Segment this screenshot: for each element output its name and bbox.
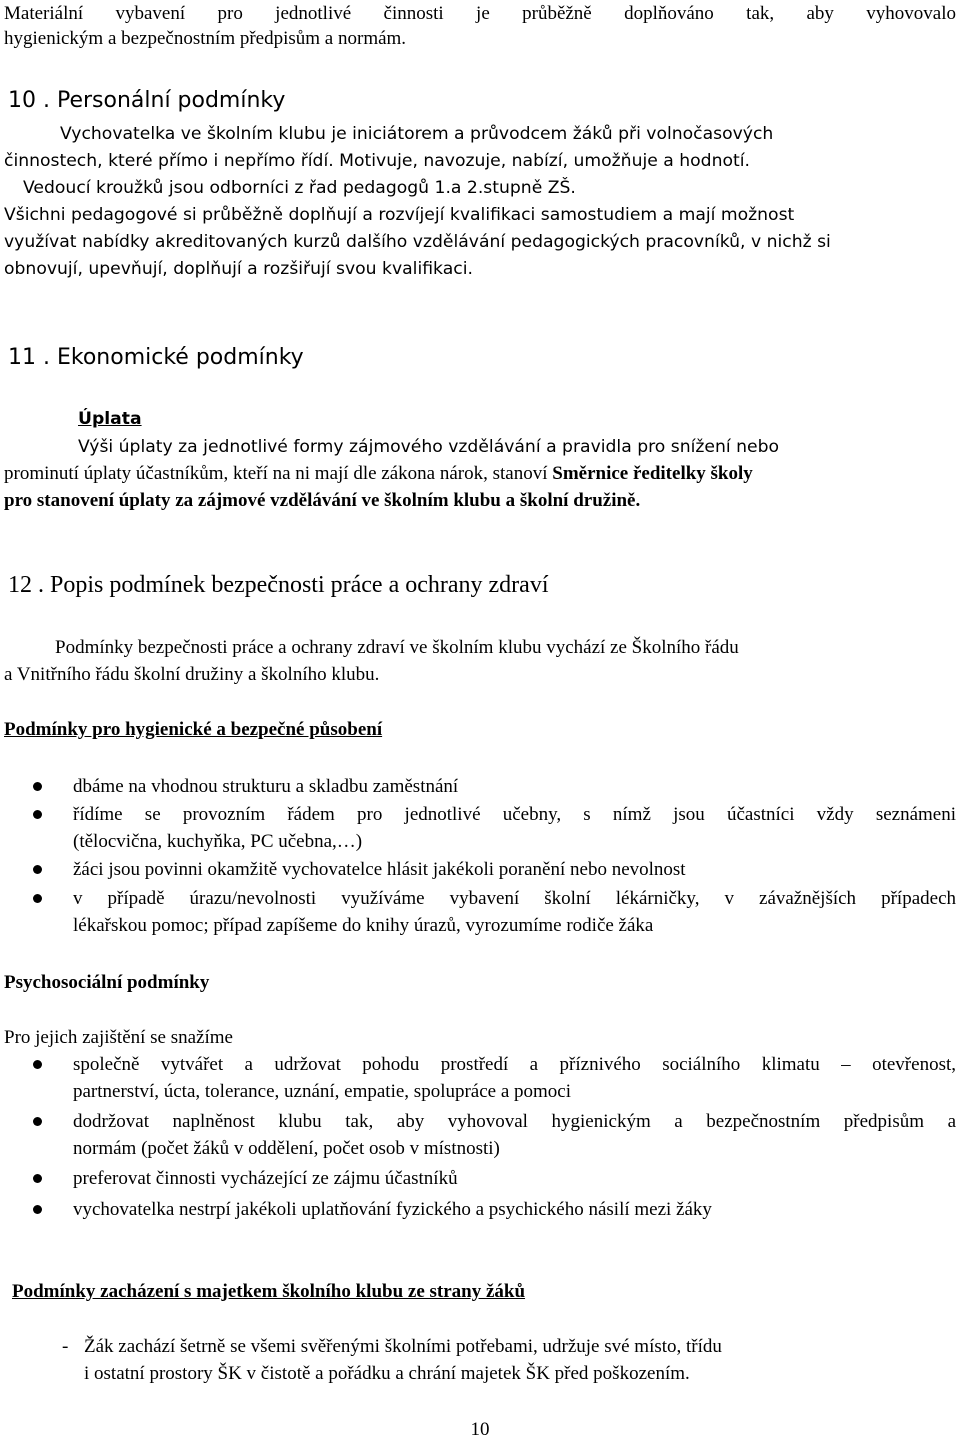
paragraph-line: obnovují, upevňují, doplňují a rozšiřují svou kvalifikaci.	[4, 259, 473, 279]
subheading-psychosocial: Psychosociální podmínky	[4, 972, 210, 993]
section-heading-10: 10 . Personální podmínky	[8, 88, 286, 113]
paragraph-line: Vychovatelka ve školním klubu je iniciátorem a průvodcem žáků při volnočasových	[60, 124, 774, 144]
list-item: dbáme na vhodnou strukturu a skladbu zaměstnání	[73, 776, 459, 797]
list-item-continued: (tělocvična, kuchyňka, PC učebna,…)	[73, 831, 363, 852]
list-item-continued: lékařskou pomoc; případ zapíšeme do knihy úrazů, vyrozumíme rodiče žáka	[73, 915, 654, 936]
subheading-property: Podmínky zacházení s majetkem školního klubu ze strany žáků	[12, 1281, 526, 1302]
list-item-continued: partnerství, úcta, tolerance, uznání, empatie, spolupráce a pomoci	[73, 1081, 572, 1102]
paragraph-line: Vedoucí kroužků jsou odborníci z řad pedagogů 1.a 2.stupně ZŠ.	[23, 178, 576, 198]
paragraph-line: hygienickým a bezpečnostním předpisům a normám.	[4, 28, 407, 49]
list-item: v případě úrazu/nevolnosti využíváme vybavení školní lékárničky, v závažnějších případech	[73, 888, 956, 909]
page-number: 10	[470, 1419, 490, 1440]
subheading-hygiene: Podmínky pro hygienické a bezpečné působení	[4, 719, 383, 740]
paragraph-line-bold: pro stanovení úplaty za zájmové vzdělávání ve školním klubu a školní družině.	[4, 490, 641, 511]
list-item: řídíme se provozním řádem pro jednotlivé učebny, s nímž jsou účastníci vždy seznámeni	[73, 804, 956, 825]
section-heading-12: 12 . Popis podmínek bezpečnosti práce a ochrany zdraví	[8, 572, 549, 598]
paragraph-line	[4, 462, 753, 486]
paragraph-line: Žák zachází šetrně se všemi svěřenými školními potřebami, udržuje své místo, třídu	[84, 1336, 722, 1357]
list-item: žáci jsou povinni okamžitě vychovatelce hlásit jakékoli poranění nebo nevolnost	[73, 859, 686, 880]
text-plain: prominutí úplaty účastníkům, kteří na ni mají dle zákona nárok, stanoví	[4, 463, 553, 484]
paragraph-line: Pro jejich zajištění se snažíme	[4, 1027, 233, 1048]
paragraph-line: Výši úplaty za jednotlivé formy zájmového vzdělávání a pravidla pro snížení nebo	[78, 437, 780, 457]
list-item: preferovat činnosti vycházející ze zájmu účastníků	[73, 1168, 458, 1189]
bullet-icon	[33, 865, 42, 874]
paragraph-line: i ostatní prostory ŠK v čistotě a pořádku a chrání majetek ŠK před poškozením.	[84, 1363, 690, 1384]
paragraph-line: Všichni pedagogové si průběžně doplňují a rozvíjejí kvalifikaci samostudiem a mají možnost	[4, 205, 795, 225]
list-item: společně vytvářet a udržovat pohodu prostředí a příznivého sociálního klimatu – otevřenost,	[73, 1054, 956, 1075]
paragraph-line: Podmínky bezpečnosti práce a ochrany zdraví ve školním klubu vychází ze Školního řádu	[55, 637, 739, 658]
paragraph-line: Materiální vybavení pro jednotlivé činnosti je průběžně doplňováno tak, aby vyhovovalo	[4, 3, 956, 24]
list-item: vychovatelka nestrpí jakékoli uplatňování fyzického a psychického násilí mezi žáky	[73, 1199, 712, 1220]
bullet-icon	[33, 810, 42, 819]
text-bold: Směrnice ředitelky školy	[552, 463, 753, 484]
subheading-uplata: Úplata	[78, 409, 142, 429]
bullet-icon	[33, 1205, 42, 1214]
section-heading-11: 11 . Ekonomické podmínky	[8, 345, 304, 370]
bullet-icon	[33, 1060, 42, 1069]
paragraph-line: využívat nabídky akreditovaných kurzů dalšího vzdělávání pedagogických pracovníků, v nichž si	[4, 232, 831, 252]
bullet-icon	[33, 782, 42, 791]
paragraph-line: a Vnitřního řádu školní družiny a školního klubu.	[4, 664, 380, 685]
bullet-icon	[33, 1117, 42, 1126]
bullet-icon	[33, 1174, 42, 1183]
dash-marker: -	[62, 1336, 69, 1357]
paragraph-line: činnostech, které přímo i nepřímo řídí. Motivuje, navozuje, nabízí, umožňuje a hodnotí.	[4, 151, 750, 171]
bullet-icon	[33, 894, 42, 903]
list-item-continued: normám (počet žáků v oddělení, počet osob v místnosti)	[73, 1138, 500, 1159]
list-item: dodržovat naplněnost klubu tak, aby vyhovoval hygienickým a bezpečnostním předpisům a	[73, 1111, 956, 1132]
